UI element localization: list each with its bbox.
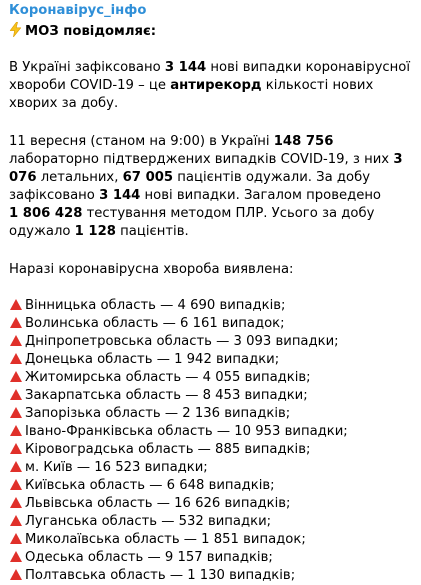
region-text: Закарпатська область — 8 453 випадки; [25,388,308,403]
region-text: Одеська область — 9 157 випадків; [25,550,273,565]
red-triangle-icon [10,317,22,328]
region-text: Запорізька область — 2 136 випадків; [25,406,291,421]
red-triangle-icon [10,461,22,472]
region-row [9,351,411,369]
red-triangle-icon [10,353,22,364]
channel-name[interactable]: Коронавірус_інфо [9,3,147,18]
deaths-number: 3 076 [9,152,403,185]
region-text: Львівська область — 16 626 випадків; [25,496,291,511]
region-row [9,441,411,459]
region-text: Луганська область — 532 випадки; [25,514,272,529]
daily-cases-number: 3 144 [99,188,141,203]
region-text: Вінницька область — 4 690 випадків; [25,298,286,313]
region-row [9,315,411,333]
red-triangle-icon [10,299,22,310]
region-text: Донецька область — 1 942 випадки; [25,352,280,367]
red-triangle-icon [10,497,22,508]
lightning-icon [9,22,22,37]
text-segment: кількості нових хворих за добу. [9,78,374,111]
region-row [9,405,411,423]
header-text: МОЗ повідомляє: [25,24,157,39]
region-row [9,567,411,585]
region-text: м. Київ — 16 523 випадки; [25,460,208,475]
text-segment: 11 вересня (станом на 9:00) в Україні [9,134,274,149]
header-line [9,22,411,39]
pcr-tests-number: 1 806 428 [9,206,83,221]
region-row [9,477,411,495]
region-row [9,513,411,531]
region-row [9,459,411,477]
region-text: Дніпропетровська область — 3 093 випадки; [25,334,339,349]
region-row [9,495,411,513]
daily-recovered-number: 1 128 [74,224,116,239]
region-text: Кіровоградська область — 885 випадків; [25,442,311,457]
text-segment: нові випадки. Загалом проведено [140,188,382,203]
region-text: Київська область — 6 648 випадків; [25,478,275,493]
red-triangle-icon [10,533,22,544]
red-triangle-icon [10,407,22,418]
recovered-number: 67 005 [122,170,174,185]
region-text: Полтавська область — 1 130 випадків; [25,568,296,583]
text-segment: В Україні зафіксовано [9,60,165,75]
red-triangle-icon [10,389,22,400]
red-triangle-icon [10,335,22,346]
text-segment: пацієнтів одужали. За добу зафіксовано [9,170,371,203]
region-row [9,333,411,351]
red-triangle-icon [10,551,22,562]
paragraph-record [9,59,411,113]
text-segment: пацієнтів. [115,224,189,239]
text-segment: тестування методом ПЛР. Усього за добу одужало [9,206,375,239]
paragraph-statistics [9,133,411,241]
region-text: Миколаївська область — 1 851 випадок; [25,532,306,547]
antirecord-word: антирекорд [170,78,262,93]
red-triangle-icon [10,515,22,526]
red-triangle-icon [10,425,22,436]
region-row [9,423,411,441]
red-triangle-icon [10,443,22,454]
red-triangle-icon [10,569,22,580]
text-segment: лабораторно підтверджених випадків COVID-19, з них [9,152,394,167]
red-triangle-icon [10,479,22,490]
paragraph-regions-intro: Наразі коронавірусна хвороба виявлена: [9,262,294,277]
text-segment: летальних, [36,170,123,185]
region-list [9,297,411,585]
region-row [9,387,411,405]
text-segment: нові випадки коронавірусної хвороби COVID-19 – це [9,60,410,93]
region-row [9,369,411,387]
region-row [9,531,411,549]
region-row [9,549,411,567]
region-text: Житомирська область — 4 055 випадків; [25,370,311,385]
region-row [9,297,411,315]
region-text: Івано-Франківська область — 10 953 випадки; [25,424,348,439]
red-triangle-icon [10,371,22,382]
region-text: Волинська область — 6 161 випадок; [25,316,285,331]
total-cases-number: 148 756 [273,134,334,149]
new-cases-number: 3 144 [164,60,207,75]
